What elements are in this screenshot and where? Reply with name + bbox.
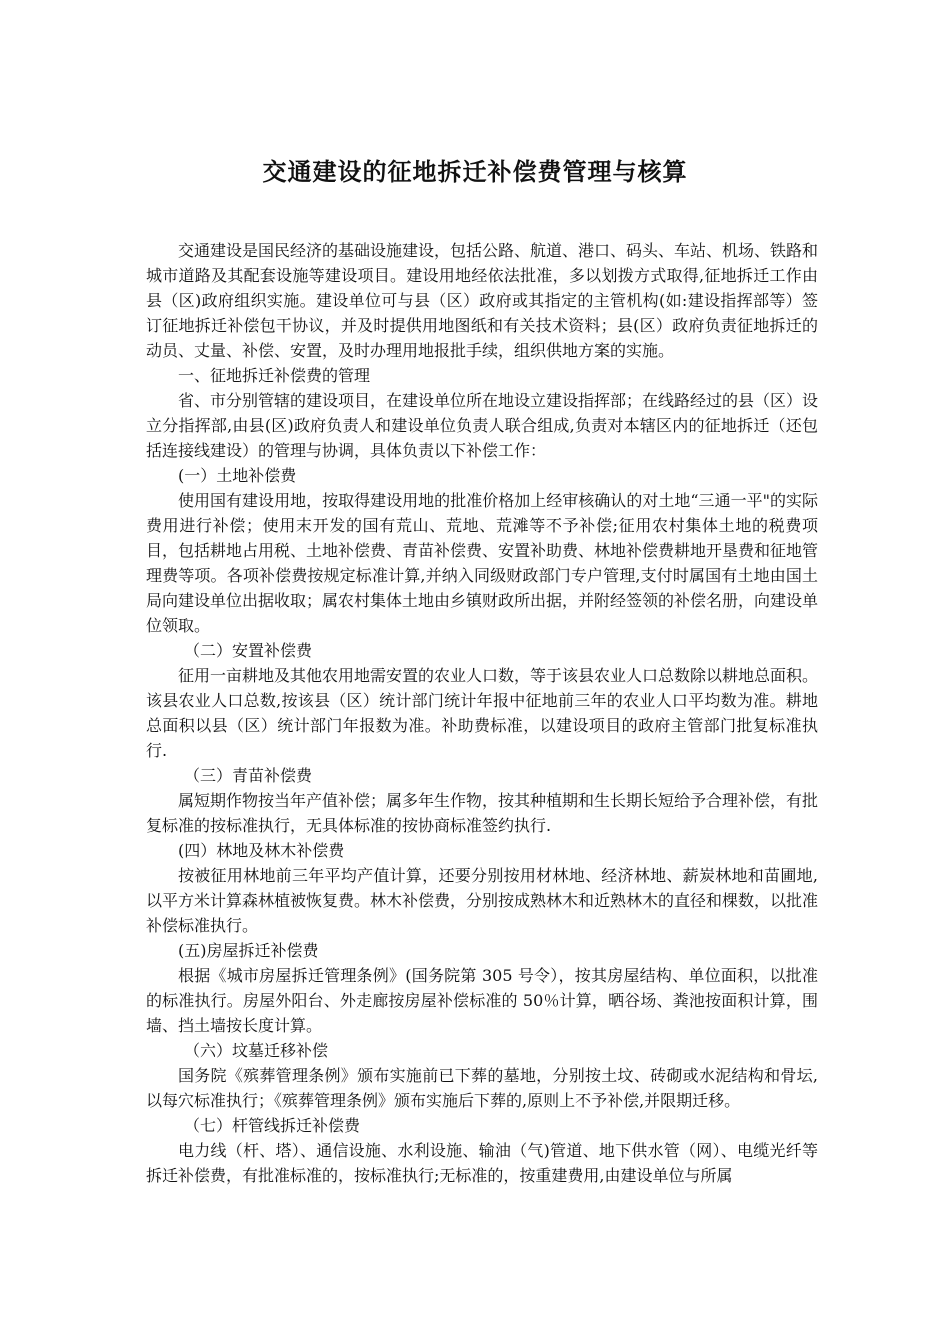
subsection-heading: (四）林地及林木补偿费 [178,841,345,860]
body-paragraph: 根据《城市房屋拆迁管理条例》(国务院第 305 号令），按其房屋结构、单位面积，以批准的标准执行。房屋外阳台、外走廊按房屋补偿标准的 50％计算，晒谷场、粪池按面积计算，围墙、挡土墙按长度计算。 [146,966,818,1035]
body-paragraph: 国务院《殡葬管理条例》颁布实施前已下葬的墓地，分别按土坟、砖砌或水泥结构和骨坛,以每穴标准执行；《殡葬管理条例》颁布实施后下葬的,原则上不予补偿,并限期迁移。 [146,1066,818,1110]
body-paragraph: 按被征用林地前三年平均产值计算，还要分别按用材林地、经济林地、薪炭林地和苗圃地,以平方米计算森林植被恢复费。林木补偿费，分别按成熟林木和近熟林木的直径和棵数，以批准补偿标准执行。 [146,866,819,935]
subsection-heading: （三）青苗补偿费 [184,766,313,785]
body-paragraph: 征用一亩耕地及其他农用地需安置的农业人口数，等于该县农业人口总数除以耕地总面积。该县农业人口总数,按该县（区）统计部门统计年报中征地前三年的农业人口平均数为准。耕地总面积以县（区）统计部门年报数为准。补助费标准，以建设项目的政府主管部门批复标准执行. [146,666,819,760]
section-heading: 一、征地拆迁补偿费的管理 [178,366,371,385]
subsection-heading: （二）安置补偿费 [184,641,313,660]
subsection-heading: (五)房屋拆迁补偿费 [178,941,319,960]
document-title: 交通建设的征地拆迁补偿费管理与核算 [262,158,688,186]
body-paragraph: 属短期作物按当年产值补偿；属多年生作物，按其种植期和生长期长短给予合理补偿，有批复标准的按标准执行，无具体标准的按协商标准签约执行. [146,791,819,835]
document-body [146,238,818,1188]
body-paragraph: 省、市分别管辖的建设项目，在建设单位所在地设立建设指挥部；在线路经过的县（区）设立分指挥部,由县(区)政府负责人和建设单位负责人联合组成,负责对本辖区内的征地拆迁（还包括连接线建设）的管理与协调，具体负责以下补偿工作： [146,391,819,460]
body-paragraph: 使用国有建设用地，按取得建设用地的批准价格加上经审核确认的对土地“三通一平"的实际费用进行补偿；使用末开发的国有荒山、荒地、荒滩等不予补偿;征用农村集体土地的税费项目，包括耕地占用税、土地补偿费、青苗补偿费、安置补助费、林地补偿费耕地开垦费和征地管理费等项。各项补偿费按规定标准计算,并纳入同级财政部门专户管理,支付时属国有土地由国土局向建设单位出据收取；属农村集体土地由乡镇财政所出据，并附经签领的补偿名册，向建设单位领取。 [146,491,819,635]
body-paragraph: 电力线（杆、塔）、通信设施、水利设施、输油（气)管道、地下供水管（网）、电缆光纤等拆迁补偿费，有批准标准的，按标准执行;无标准的，按重建费用,由建设单位与所属 [146,1141,818,1185]
subsection-heading: （七）杆管线拆迁补偿费 [184,1116,361,1135]
subsection-heading: (一）土地补偿费 [178,466,297,485]
intro-paragraph: 交通建设是国民经济的基础设施建设，包括公路、航道、港口、码头、车站、机场、铁路和城市道路及其配套设施等建设项目。建设用地经依法批准，多以划拨方式取得,征地拆迁工作由县（区)政府组织实施。建设单位可与县（区）政府或其指定的主管机构(如:建设指挥部等）签订征地拆迁补偿包干协议，并及时提供用地图纸和有关技术资料；县(区）政府负责征地拆迁的动员、丈量、补偿、安置，及时办理用地报批手续，组织供地方案的实施。 [146,241,819,360]
subsection-heading: （六）坟墓迁移补偿 [184,1041,329,1060]
